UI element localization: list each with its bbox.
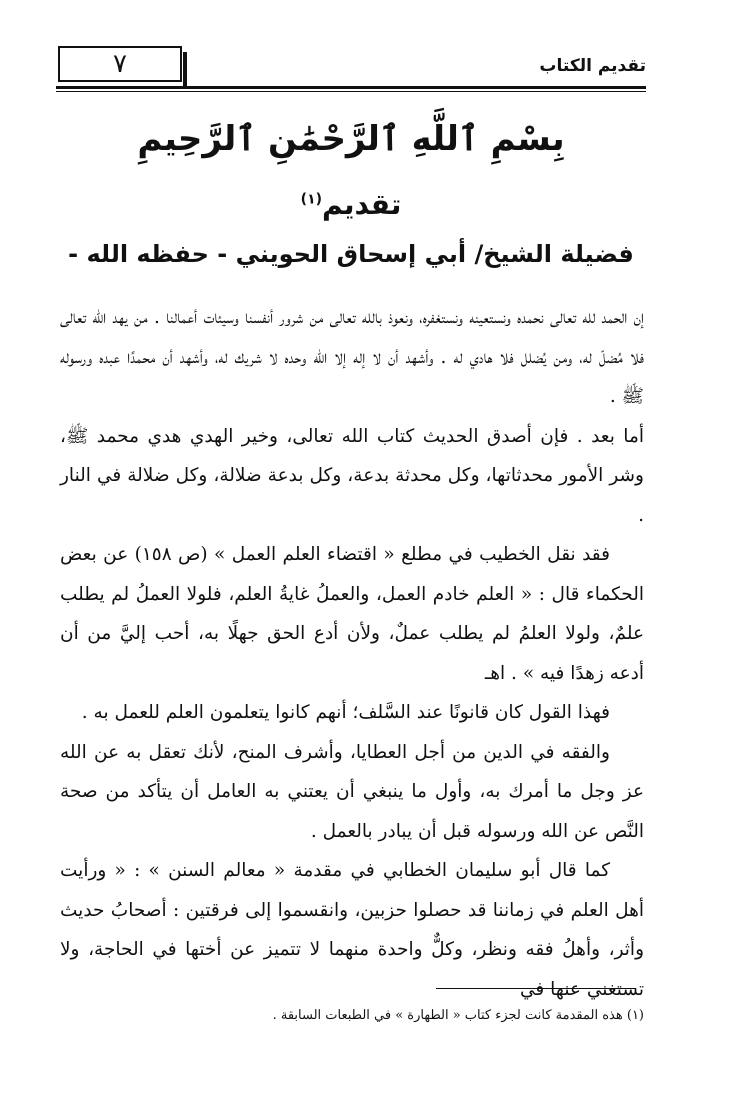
- paragraph: إن الحمد لله تعالى نحمده ونستعينه ونستغفره، ونعوذ بالله تعالى من شرور أنفسنا وسيئات أعمالنا . من يهد الله تعالى فلا مُضلّ له، ومن يُضلل فلا هادي له . وأشهد أن لا إله إلا الله وحده لا شريك له، وأشهد أن محمدًا عبده ورسوله ﷺ .: [60, 307, 644, 407]
- footnote-rule: [436, 988, 636, 989]
- running-title: تقديم الكتاب: [539, 56, 646, 76]
- page-header: [56, 44, 646, 90]
- paragraph: فقد نقل الخطيب في مطلع « اقتضاء العلم العمل » (ص ١٥٨) عن بعض الحكماء قال : « العلم خادم العمل، والعملُ غايةُ العلم، فلولا العملُ لم يطلب علمٌ، ولولا العلمُ لم يطلب عملٌ، ولأن أدع الحق جهلًا به، أحب إليَّ من أن أدعه زهدًا فيه » . اهـ: [60, 544, 644, 684]
- header-rule: [56, 86, 646, 89]
- basmala: بِسْمِ ٱللَّهِ ٱلرَّحْمَٰنِ ٱلرَّحِيمِ: [137, 119, 565, 159]
- section-title-text: تقديم: [322, 188, 402, 221]
- page-number: ٧: [113, 49, 127, 79]
- page-number-box: [58, 46, 182, 82]
- paragraph: كما قال أبو سليمان الخطابي في مقدمة « معالم السنن » : « ورأيت أهل العلم في زماننا قد حصلوا حزبين، وانقسموا إلى فرقتين : أصحابُ حديث وأثر، وأهلُ فقه ونظر، وكلٌّ واحدة منهما لا تتميز عن أختها في الحاجة، ولا تستغني عنها في: [60, 860, 644, 1000]
- header-rule-thin: [56, 91, 646, 92]
- footnote-ref: (١): [300, 191, 323, 208]
- section-subtitle: فضيلة الشيخ/ أبي إسحاق الحويني - حفظه الله -: [68, 240, 634, 268]
- footnote: (١) هذه المقدمة كانت لجزء كتاب « الطهارة » في الطبعات السابقة .: [272, 1008, 644, 1023]
- paragraph: فهذا القول كان قانونًا عند السَّلف؛ أنهم كانوا يتعلمون العلم للعمل به .: [81, 702, 610, 723]
- paragraph: والفقه في الدين من أجل العطايا، وأشرف المنح، لأنك تعقل به عن الله عز وجل ما أمرك به، وأول ما ينبغي أن يعتني به العامل أن يتأكد من صحة النَّص عن الله ورسوله قبل أن يبادر بالعمل .: [60, 741, 644, 842]
- paragraph: أما بعد . فإن أصدق الحديث كتاب الله تعالى، وخير الهدي هدي محمد ﷺ، وشر الأمور محدثاتها، وكل محدثة بدعة، وكل بدعة ضلالة، وكل ضلالة في النار .: [60, 425, 644, 526]
- body-text: [60, 298, 644, 1009]
- section-title: [56, 188, 646, 221]
